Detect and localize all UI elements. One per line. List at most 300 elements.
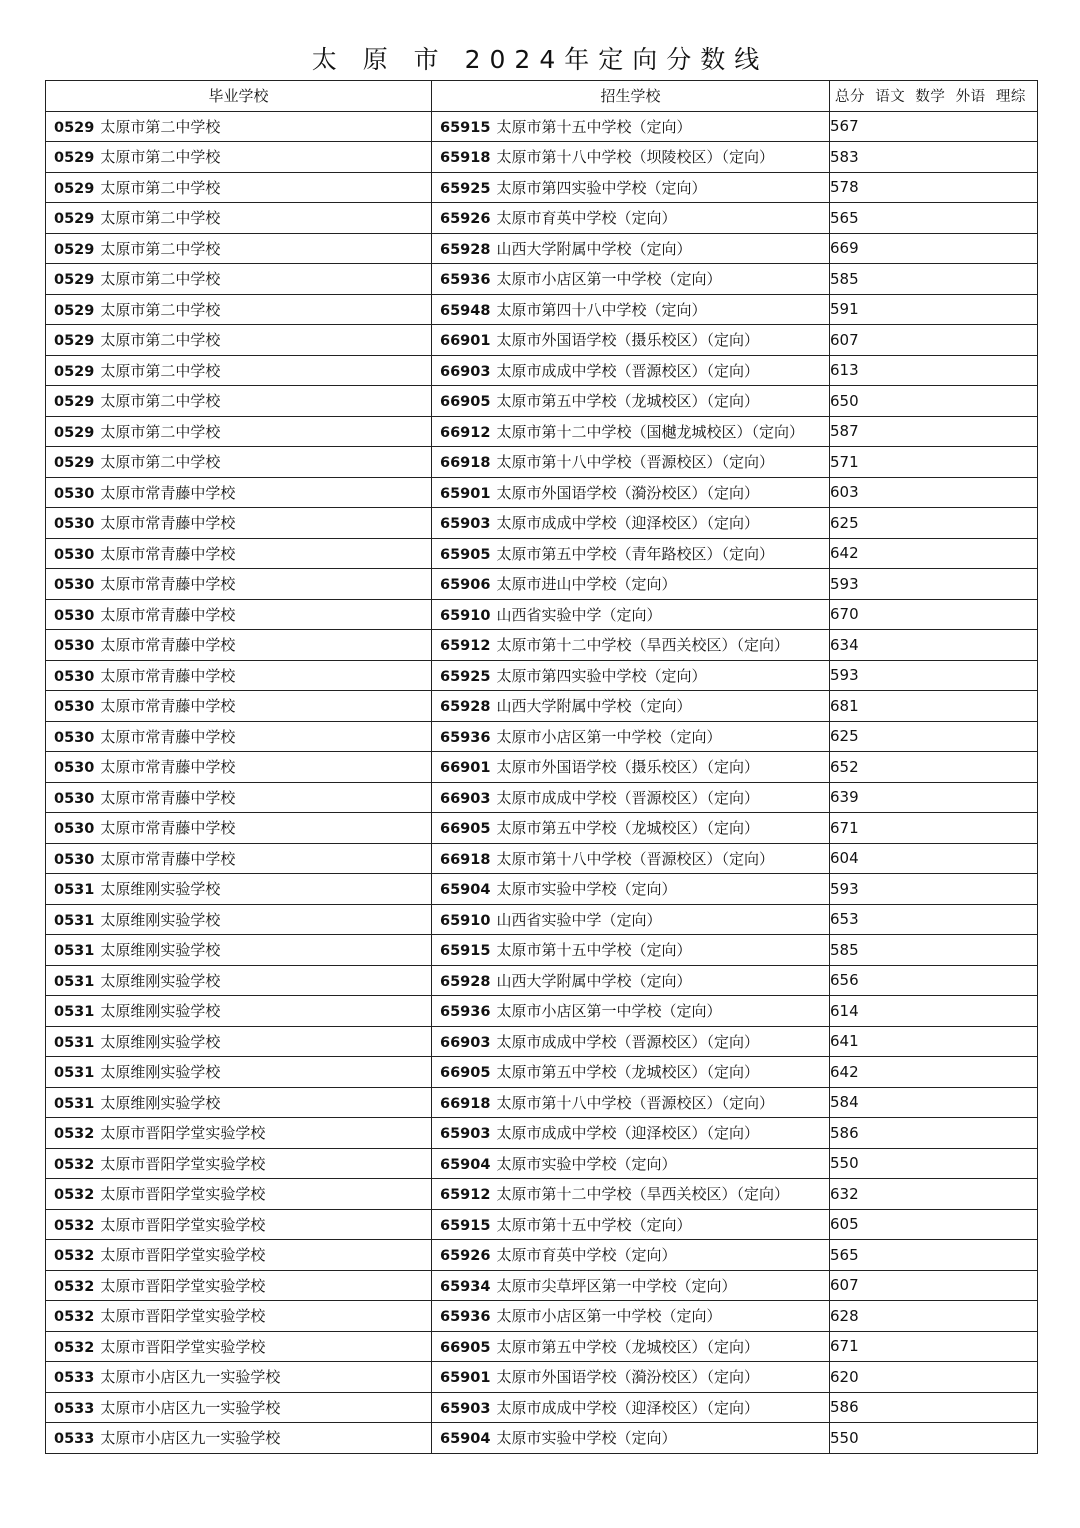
admission-school-code: 65918 bbox=[440, 150, 491, 167]
admission-school-cell bbox=[432, 1148, 830, 1179]
admission-school-code: 66903 bbox=[440, 790, 491, 807]
table-header-row bbox=[46, 81, 1038, 112]
graduation-school-code: 0531 bbox=[54, 1004, 95, 1021]
admission-school-name: 山西大学附属中学校（定向） bbox=[496, 239, 692, 258]
graduation-school-cell bbox=[46, 1179, 432, 1210]
graduation-school-cell bbox=[46, 1423, 432, 1454]
graduation-school-name: 太原市常青藤中学校 bbox=[100, 819, 236, 838]
admission-school-name: 太原市小店区第一中学校（定向） bbox=[496, 727, 722, 746]
graduation-school-name: 太原市常青藤中学校 bbox=[100, 727, 236, 746]
graduation-school-code: 0531 bbox=[54, 912, 95, 929]
total-score-cell: 593 bbox=[830, 660, 1038, 691]
graduation-school-name: 太原维刚实验学校 bbox=[100, 971, 221, 990]
graduation-school-cell bbox=[46, 416, 432, 447]
graduation-school-code: 0532 bbox=[54, 1339, 95, 1356]
total-score-cell: 585 bbox=[830, 935, 1038, 966]
table-row bbox=[46, 752, 1038, 783]
total-score-cell: 639 bbox=[830, 782, 1038, 813]
admission-school-name: 太原市成成中学校（迎泽校区）（定向） bbox=[496, 514, 759, 533]
graduation-school-name: 太原市小店区九一实验学校 bbox=[100, 1368, 281, 1387]
admission-school-code: 65912 bbox=[440, 638, 491, 655]
total-score-cell: 593 bbox=[830, 874, 1038, 905]
admission-school-code: 65915 bbox=[440, 1217, 491, 1234]
table-row bbox=[46, 1301, 1038, 1332]
graduation-school-cell bbox=[46, 1118, 432, 1149]
admission-school-code: 66905 bbox=[440, 821, 491, 838]
graduation-school-name: 太原市常青藤中学校 bbox=[100, 788, 236, 807]
admission-school-cell bbox=[432, 1240, 830, 1271]
admission-school-cell bbox=[432, 1026, 830, 1057]
graduation-school-cell bbox=[46, 965, 432, 996]
admission-school-cell bbox=[432, 386, 830, 417]
total-score-cell: 625 bbox=[830, 721, 1038, 752]
admission-school-code: 65934 bbox=[440, 1278, 491, 1295]
graduation-school-cell bbox=[46, 660, 432, 691]
admission-school-cell bbox=[432, 630, 830, 661]
graduation-school-code: 0529 bbox=[54, 119, 95, 136]
graduation-school-code: 0529 bbox=[54, 241, 95, 258]
graduation-school-cell bbox=[46, 752, 432, 783]
admission-school-code: 65903 bbox=[440, 1126, 491, 1143]
total-score-cell: 567 bbox=[830, 111, 1038, 142]
total-score-cell: 586 bbox=[830, 1392, 1038, 1423]
admission-school-code: 66912 bbox=[440, 424, 491, 441]
total-score-cell: 625 bbox=[830, 508, 1038, 539]
total-score-cell: 641 bbox=[830, 1026, 1038, 1057]
graduation-school-code: 0529 bbox=[54, 302, 95, 319]
graduation-school-cell bbox=[46, 538, 432, 569]
admission-school-code: 65903 bbox=[440, 516, 491, 533]
total-score-cell: 593 bbox=[830, 569, 1038, 600]
graduation-school-code: 0529 bbox=[54, 211, 95, 228]
graduation-school-cell bbox=[46, 1240, 432, 1271]
admission-school-name: 太原市外国语学校（摄乐校区）（定向） bbox=[496, 331, 759, 350]
table-row bbox=[46, 264, 1038, 295]
admission-school-cell bbox=[432, 691, 830, 722]
graduation-school-name: 太原市常青藤中学校 bbox=[100, 697, 236, 716]
graduation-school-code: 0529 bbox=[54, 180, 95, 197]
table-row bbox=[46, 843, 1038, 874]
table-row bbox=[46, 813, 1038, 844]
table-row bbox=[46, 325, 1038, 356]
graduation-school-name: 太原市晋阳学堂实验学校 bbox=[100, 1307, 266, 1326]
total-score-cell: 587 bbox=[830, 416, 1038, 447]
graduation-school-name: 太原市第二中学校 bbox=[100, 392, 221, 411]
admission-school-name: 太原市进山中学校（定向） bbox=[496, 575, 677, 594]
graduation-school-code: 0530 bbox=[54, 699, 95, 716]
graduation-school-name: 太原市第二中学校 bbox=[100, 117, 221, 136]
admission-school-cell bbox=[432, 538, 830, 569]
admission-school-code: 65928 bbox=[440, 699, 491, 716]
graduation-school-cell bbox=[46, 874, 432, 905]
admission-school-name: 太原市实验中学校（定向） bbox=[496, 1429, 677, 1448]
admission-school-name: 太原市第十八中学校（晋源校区）（定向） bbox=[496, 849, 774, 868]
graduation-school-name: 太原维刚实验学校 bbox=[100, 1032, 221, 1051]
admission-school-name: 山西大学附属中学校（定向） bbox=[496, 971, 692, 990]
admission-school-code: 66903 bbox=[440, 1034, 491, 1051]
total-score-cell: 642 bbox=[830, 1057, 1038, 1088]
admission-school-cell bbox=[432, 569, 830, 600]
total-score-cell: 591 bbox=[830, 294, 1038, 325]
graduation-school-cell bbox=[46, 1362, 432, 1393]
table-row bbox=[46, 691, 1038, 722]
graduation-school-name: 太原市常青藤中学校 bbox=[100, 514, 236, 533]
admission-school-cell bbox=[432, 813, 830, 844]
table-body bbox=[46, 111, 1038, 1453]
graduation-school-code: 0529 bbox=[54, 424, 95, 441]
admission-school-cell bbox=[432, 904, 830, 935]
total-score-cell: 583 bbox=[830, 142, 1038, 173]
graduation-school-name: 太原市晋阳学堂实验学校 bbox=[100, 1337, 266, 1356]
total-score-cell: 613 bbox=[830, 355, 1038, 386]
admission-school-cell bbox=[432, 142, 830, 173]
table-row bbox=[46, 904, 1038, 935]
admission-school-code: 65925 bbox=[440, 180, 491, 197]
admission-school-cell bbox=[432, 1301, 830, 1332]
graduation-school-name: 太原市晋阳学堂实验学校 bbox=[100, 1124, 266, 1143]
admission-school-name: 太原市第十八中学校（晋源校区）（定向） bbox=[496, 453, 774, 472]
graduation-school-code: 0530 bbox=[54, 729, 95, 746]
graduation-school-name: 太原维刚实验学校 bbox=[100, 941, 221, 960]
admission-school-name: 太原市第十二中学校（国樾龙城校区）（定向） bbox=[496, 422, 804, 441]
total-score-cell: 652 bbox=[830, 752, 1038, 783]
admission-school-name: 太原市第十二中学校（旱西关校区）（定向） bbox=[496, 636, 789, 655]
total-score-cell: 650 bbox=[830, 386, 1038, 417]
graduation-school-name: 太原市第二中学校 bbox=[100, 361, 221, 380]
admission-school-name: 太原市尖草坪区第一中学校（定向） bbox=[496, 1276, 737, 1295]
graduation-school-code: 0529 bbox=[54, 272, 95, 289]
graduation-school-name: 太原市晋阳学堂实验学校 bbox=[100, 1276, 266, 1295]
admission-school-cell bbox=[432, 1392, 830, 1423]
admission-school-cell bbox=[432, 447, 830, 478]
admission-school-code: 66918 bbox=[440, 851, 491, 868]
admission-school-code: 65925 bbox=[440, 668, 491, 685]
admission-school-cell bbox=[432, 416, 830, 447]
graduation-school-code: 0529 bbox=[54, 394, 95, 411]
admission-school-code: 66905 bbox=[440, 394, 491, 411]
graduation-school-name: 太原市晋阳学堂实验学校 bbox=[100, 1185, 266, 1204]
graduation-school-name: 太原维刚实验学校 bbox=[100, 910, 221, 929]
total-score-cell: 605 bbox=[830, 1209, 1038, 1240]
graduation-school-code: 0529 bbox=[54, 333, 95, 350]
graduation-school-name: 太原市小店区九一实验学校 bbox=[100, 1398, 281, 1417]
total-score-cell: 620 bbox=[830, 1362, 1038, 1393]
graduation-school-name: 太原市常青藤中学校 bbox=[100, 575, 236, 594]
graduation-school-code: 0533 bbox=[54, 1431, 95, 1448]
graduation-school-cell bbox=[46, 1331, 432, 1362]
admission-school-cell bbox=[432, 996, 830, 1027]
graduation-school-name: 太原市常青藤中学校 bbox=[100, 758, 236, 777]
graduation-school-cell bbox=[46, 813, 432, 844]
graduation-school-cell bbox=[46, 1148, 432, 1179]
header-graduation-school: 毕业学校 bbox=[46, 81, 432, 112]
admission-school-cell bbox=[432, 843, 830, 874]
admission-school-code: 65936 bbox=[440, 729, 491, 746]
total-score-cell: 634 bbox=[830, 630, 1038, 661]
graduation-school-cell bbox=[46, 721, 432, 752]
graduation-school-code: 0531 bbox=[54, 943, 95, 960]
admission-school-name: 太原市第十五中学校（定向） bbox=[496, 117, 692, 136]
graduation-school-name: 太原市第二中学校 bbox=[100, 178, 221, 197]
table-row bbox=[46, 111, 1038, 142]
graduation-school-cell bbox=[46, 264, 432, 295]
admission-school-cell bbox=[432, 233, 830, 264]
graduation-school-cell bbox=[46, 1026, 432, 1057]
admission-school-cell bbox=[432, 721, 830, 752]
graduation-school-name: 太原市第二中学校 bbox=[100, 422, 221, 441]
graduation-school-code: 0532 bbox=[54, 1217, 95, 1234]
graduation-school-name: 太原市常青藤中学校 bbox=[100, 605, 236, 624]
graduation-school-cell bbox=[46, 111, 432, 142]
admission-school-code: 65915 bbox=[440, 943, 491, 960]
admission-school-code: 66905 bbox=[440, 1339, 491, 1356]
graduation-school-name: 太原市第二中学校 bbox=[100, 148, 221, 167]
total-score-cell: 671 bbox=[830, 813, 1038, 844]
graduation-school-cell bbox=[46, 599, 432, 630]
graduation-school-cell bbox=[46, 782, 432, 813]
admission-school-cell bbox=[432, 1118, 830, 1149]
table-row bbox=[46, 1270, 1038, 1301]
admission-school-cell bbox=[432, 1270, 830, 1301]
graduation-school-code: 0532 bbox=[54, 1156, 95, 1173]
graduation-school-cell bbox=[46, 142, 432, 173]
table-row bbox=[46, 965, 1038, 996]
total-score-cell: 578 bbox=[830, 172, 1038, 203]
admission-school-name: 太原市育英中学校（定向） bbox=[496, 209, 677, 228]
graduation-school-name: 太原市晋阳学堂实验学校 bbox=[100, 1154, 266, 1173]
graduation-school-code: 0532 bbox=[54, 1309, 95, 1326]
admission-school-cell bbox=[432, 1331, 830, 1362]
graduation-school-cell bbox=[46, 1209, 432, 1240]
admission-school-cell bbox=[432, 172, 830, 203]
admission-school-code: 65912 bbox=[440, 1187, 491, 1204]
graduation-school-code: 0530 bbox=[54, 821, 95, 838]
graduation-school-name: 太原市常青藤中学校 bbox=[100, 666, 236, 685]
graduation-school-name: 太原市晋阳学堂实验学校 bbox=[100, 1246, 266, 1265]
total-score-cell: 565 bbox=[830, 203, 1038, 234]
admission-school-name: 太原市第四实验中学校（定向） bbox=[496, 666, 707, 685]
total-score-cell: 571 bbox=[830, 447, 1038, 478]
total-score-cell: 681 bbox=[830, 691, 1038, 722]
admission-school-code: 66901 bbox=[440, 760, 491, 777]
admission-school-cell bbox=[432, 111, 830, 142]
admission-school-cell bbox=[432, 965, 830, 996]
table-row bbox=[46, 1057, 1038, 1088]
admission-school-name: 山西省实验中学（定向） bbox=[496, 910, 662, 929]
graduation-school-cell bbox=[46, 1270, 432, 1301]
admission-school-code: 66918 bbox=[440, 1095, 491, 1112]
admission-school-code: 65926 bbox=[440, 211, 491, 228]
table-row bbox=[46, 1087, 1038, 1118]
admission-school-name: 太原市外国语学校（漪汾校区）（定向） bbox=[496, 1368, 759, 1387]
total-score-cell: 607 bbox=[830, 1270, 1038, 1301]
table-row bbox=[46, 1026, 1038, 1057]
page-title: 太 原 市 2024年定向分数线 bbox=[311, 45, 769, 74]
total-score-cell: 604 bbox=[830, 843, 1038, 874]
total-score-cell: 586 bbox=[830, 1118, 1038, 1149]
graduation-school-code: 0531 bbox=[54, 1095, 95, 1112]
total-score-cell: 603 bbox=[830, 477, 1038, 508]
admission-school-name: 太原市第五中学校（青年路校区）（定向） bbox=[496, 544, 774, 563]
table-row bbox=[46, 1240, 1038, 1271]
graduation-school-name: 太原市第二中学校 bbox=[100, 453, 221, 472]
admission-school-name: 太原市成成中学校（晋源校区）（定向） bbox=[496, 361, 759, 380]
header-admission-school: 招生学校 bbox=[432, 81, 830, 112]
table-row bbox=[46, 142, 1038, 173]
table-row bbox=[46, 1118, 1038, 1149]
admission-school-cell bbox=[432, 752, 830, 783]
admission-school-name: 太原市第四实验中学校（定向） bbox=[496, 178, 707, 197]
admission-school-name: 太原市第十八中学校（坝陵校区）（定向） bbox=[496, 148, 774, 167]
admission-school-code: 66901 bbox=[440, 333, 491, 350]
admission-school-cell bbox=[432, 1362, 830, 1393]
table-row bbox=[46, 1392, 1038, 1423]
table-row bbox=[46, 630, 1038, 661]
graduation-school-cell bbox=[46, 691, 432, 722]
admission-school-code: 65904 bbox=[440, 882, 491, 899]
admission-school-name: 太原市小店区第一中学校（定向） bbox=[496, 1307, 722, 1326]
table-row bbox=[46, 508, 1038, 539]
admission-school-cell bbox=[432, 1423, 830, 1454]
graduation-school-cell bbox=[46, 325, 432, 356]
table-row bbox=[46, 172, 1038, 203]
graduation-school-cell bbox=[46, 508, 432, 539]
graduation-school-cell bbox=[46, 1087, 432, 1118]
admission-school-name: 太原市外国语学校（摄乐校区）（定向） bbox=[496, 758, 759, 777]
graduation-school-name: 太原维刚实验学校 bbox=[100, 1002, 221, 1021]
total-score-cell: 584 bbox=[830, 1087, 1038, 1118]
graduation-school-cell bbox=[46, 904, 432, 935]
admission-school-name: 太原市第五中学校（龙城校区）（定向） bbox=[496, 1063, 759, 1082]
total-score-cell: 565 bbox=[830, 1240, 1038, 1271]
table-row bbox=[46, 1209, 1038, 1240]
total-score-cell: 632 bbox=[830, 1179, 1038, 1210]
graduation-school-cell bbox=[46, 630, 432, 661]
total-score-cell: 607 bbox=[830, 325, 1038, 356]
admission-school-name: 太原市第十二中学校（旱西关校区）（定向） bbox=[496, 1185, 789, 1204]
graduation-school-cell bbox=[46, 172, 432, 203]
admission-school-code: 65936 bbox=[440, 272, 491, 289]
table-row bbox=[46, 203, 1038, 234]
admission-school-cell bbox=[432, 1209, 830, 1240]
graduation-school-name: 太原市第二中学校 bbox=[100, 239, 221, 258]
total-score-cell: 614 bbox=[830, 996, 1038, 1027]
admission-school-name: 太原市第五中学校（龙城校区）（定向） bbox=[496, 1337, 759, 1356]
table-row bbox=[46, 1362, 1038, 1393]
admission-school-name: 太原市成成中学校（晋源校区）（定向） bbox=[496, 1032, 759, 1051]
table-row bbox=[46, 1179, 1038, 1210]
graduation-school-code: 0529 bbox=[54, 150, 95, 167]
admission-school-code: 65901 bbox=[440, 1370, 491, 1387]
admission-school-code: 66903 bbox=[440, 363, 491, 380]
table-row bbox=[46, 569, 1038, 600]
table-row bbox=[46, 416, 1038, 447]
admission-school-code: 65903 bbox=[440, 1400, 491, 1417]
admission-school-cell bbox=[432, 508, 830, 539]
graduation-school-cell bbox=[46, 1392, 432, 1423]
admission-school-name: 太原市第十五中学校（定向） bbox=[496, 941, 692, 960]
graduation-school-name: 太原市常青藤中学校 bbox=[100, 636, 236, 655]
graduation-school-name: 太原维刚实验学校 bbox=[100, 1063, 221, 1082]
admission-school-name: 太原市成成中学校（迎泽校区）（定向） bbox=[496, 1398, 759, 1417]
admission-school-code: 65904 bbox=[440, 1156, 491, 1173]
admission-school-code: 65936 bbox=[440, 1004, 491, 1021]
admission-school-name: 太原市第五中学校（龙城校区）（定向） bbox=[496, 819, 759, 838]
admission-school-code: 65901 bbox=[440, 485, 491, 502]
total-score-cell: 653 bbox=[830, 904, 1038, 935]
admission-school-code: 65928 bbox=[440, 973, 491, 990]
admission-school-cell bbox=[432, 874, 830, 905]
graduation-school-cell bbox=[46, 996, 432, 1027]
graduation-school-name: 太原市第二中学校 bbox=[100, 331, 221, 350]
total-score-cell: 550 bbox=[830, 1423, 1038, 1454]
admission-school-name: 山西省实验中学（定向） bbox=[496, 605, 662, 624]
graduation-school-cell bbox=[46, 233, 432, 264]
table-row bbox=[46, 660, 1038, 691]
graduation-school-name: 太原维刚实验学校 bbox=[100, 880, 221, 899]
graduation-school-name: 太原市第二中学校 bbox=[100, 270, 221, 289]
admission-school-cell bbox=[432, 355, 830, 386]
admission-school-code: 66918 bbox=[440, 455, 491, 472]
admission-school-code: 65926 bbox=[440, 1248, 491, 1265]
graduation-school-code: 0529 bbox=[54, 363, 95, 380]
admission-school-cell bbox=[432, 294, 830, 325]
header-scores: 总分 语文 数学 外语 理综 bbox=[830, 81, 1038, 112]
graduation-school-cell bbox=[46, 569, 432, 600]
table-row bbox=[46, 1148, 1038, 1179]
admission-school-code: 65905 bbox=[440, 546, 491, 563]
score-table bbox=[45, 80, 1038, 1454]
admission-school-name: 太原市第十八中学校（晋源校区）（定向） bbox=[496, 1093, 774, 1112]
admission-school-code: 65904 bbox=[440, 1431, 491, 1448]
graduation-school-code: 0533 bbox=[54, 1370, 95, 1387]
graduation-school-code: 0532 bbox=[54, 1278, 95, 1295]
admission-school-cell bbox=[432, 599, 830, 630]
admission-school-name: 太原市小店区第一中学校（定向） bbox=[496, 270, 722, 289]
total-score-cell: 671 bbox=[830, 1331, 1038, 1362]
table-row bbox=[46, 233, 1038, 264]
graduation-school-name: 太原市第二中学校 bbox=[100, 209, 221, 228]
admission-school-code: 65948 bbox=[440, 302, 491, 319]
graduation-school-code: 0530 bbox=[54, 607, 95, 624]
admission-school-cell bbox=[432, 1179, 830, 1210]
admission-school-cell bbox=[432, 477, 830, 508]
table-row bbox=[46, 599, 1038, 630]
graduation-school-code: 0532 bbox=[54, 1187, 95, 1204]
total-score-cell: 642 bbox=[830, 538, 1038, 569]
graduation-school-cell bbox=[46, 355, 432, 386]
graduation-school-code: 0530 bbox=[54, 851, 95, 868]
graduation-school-code: 0530 bbox=[54, 485, 95, 502]
graduation-school-code: 0530 bbox=[54, 638, 95, 655]
admission-school-name: 太原市第四十八中学校（定向） bbox=[496, 300, 707, 319]
admission-school-cell bbox=[432, 935, 830, 966]
graduation-school-code: 0531 bbox=[54, 1034, 95, 1051]
admission-school-cell bbox=[432, 660, 830, 691]
admission-school-name: 太原市成成中学校（迎泽校区）（定向） bbox=[496, 1124, 759, 1143]
graduation-school-name: 太原市第二中学校 bbox=[100, 300, 221, 319]
admission-school-cell bbox=[432, 325, 830, 356]
table-row bbox=[46, 874, 1038, 905]
total-score-cell: 670 bbox=[830, 599, 1038, 630]
graduation-school-code: 0530 bbox=[54, 790, 95, 807]
graduation-school-code: 0530 bbox=[54, 577, 95, 594]
graduation-school-cell bbox=[46, 935, 432, 966]
graduation-school-code: 0531 bbox=[54, 973, 95, 990]
graduation-school-name: 太原市晋阳学堂实验学校 bbox=[100, 1215, 266, 1234]
graduation-school-cell bbox=[46, 294, 432, 325]
admission-school-name: 太原市育英中学校（定向） bbox=[496, 1246, 677, 1265]
